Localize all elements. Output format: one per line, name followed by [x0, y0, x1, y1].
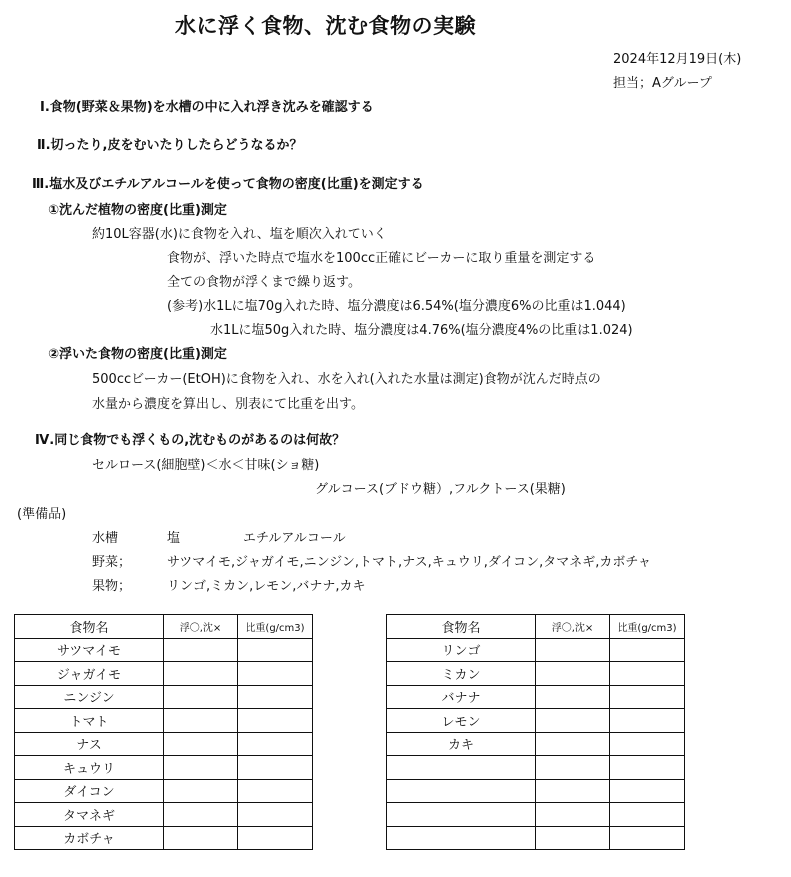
specific-gravity-cell[interactable] — [238, 685, 313, 709]
food-name-cell: バナナ — [387, 685, 536, 709]
equipment-item: エチルアルコール — [243, 531, 346, 546]
float-sink-cell[interactable] — [536, 709, 610, 733]
float-sink-cell[interactable] — [536, 826, 610, 850]
float-sink-cell[interactable] — [536, 638, 610, 662]
food-name-cell: トマト — [15, 709, 164, 733]
specific-gravity-cell[interactable] — [238, 803, 313, 827]
section-3-heading: Ⅲ.塩水及びエチルアルコールを使って食物の密度(比重)を測定する — [32, 177, 424, 192]
float-sink-cell[interactable] — [536, 779, 610, 803]
table-row — [15, 779, 313, 803]
section-3-2-line: 500ccビーカー(EtOH)に食物を入れ、水を入れ(入れた水量は測定)食物が沈んだ時点の — [92, 372, 601, 387]
date-text: 2024年12月19日(木) — [613, 52, 742, 67]
section-3-1-heading: ①沈んだ植物の密度(比重)測定 — [48, 203, 227, 218]
food-name-cell: タマネギ — [15, 803, 164, 827]
float-sink-cell[interactable] — [164, 826, 238, 850]
table-row — [15, 685, 313, 709]
float-sink-header: 浮〇,沈× — [536, 615, 610, 639]
specific-gravity-cell[interactable] — [610, 732, 685, 756]
table-row — [15, 662, 313, 686]
float-sink-cell[interactable] — [164, 685, 238, 709]
section-3-2-heading: ②浮いた食物の密度(比重)測定 — [48, 347, 227, 362]
table-row — [15, 709, 313, 733]
table-row — [387, 803, 685, 827]
equipment-item: 塩 — [167, 531, 181, 546]
float-sink-cell[interactable] — [164, 709, 238, 733]
table-row — [15, 638, 313, 662]
table-row — [387, 685, 685, 709]
specific-gravity-cell[interactable] — [610, 709, 685, 733]
food-name-cell: ナス — [15, 732, 164, 756]
specific-gravity-cell[interactable] — [238, 732, 313, 756]
float-sink-cell[interactable] — [164, 638, 238, 662]
food-name-cell: ダイコン — [15, 779, 164, 803]
specific-gravity-cell[interactable] — [610, 826, 685, 850]
section-3-1-line: 食物が、浮いた時点で塩水を100cc正確にビーカーに取り重量を測定する — [167, 251, 596, 266]
fruit-results-table — [386, 614, 685, 850]
section-3-1-line: (参考)水1Lに塩70g入れた時、塩分濃度は6.54%(塩分濃度6%の比重は1.044) — [167, 299, 626, 314]
specific-gravity-cell[interactable] — [238, 709, 313, 733]
section-3-1-line: 約10L容器(水)に食物を入れ、塩を順次入れていく — [92, 227, 387, 242]
table-row — [15, 826, 313, 850]
specific-gravity-cell[interactable] — [610, 662, 685, 686]
food-name-header: 食物名 — [15, 615, 164, 639]
section-4-line: セルロース(細胞壁)＜水＜甘味(ショ糖) — [92, 458, 320, 473]
food-name-cell[interactable] — [387, 779, 536, 803]
food-name-cell: ミカン — [387, 662, 536, 686]
table-row — [387, 826, 685, 850]
specific-gravity-header: 比重(g/cm3) — [238, 615, 313, 639]
table-row — [15, 803, 313, 827]
vegetables-label: 野菜； — [92, 555, 132, 570]
specific-gravity-cell[interactable] — [238, 638, 313, 662]
float-sink-cell[interactable] — [536, 803, 610, 827]
float-sink-cell[interactable] — [164, 662, 238, 686]
fruits-label: 果物； — [92, 579, 132, 594]
float-sink-cell[interactable] — [536, 756, 610, 780]
float-sink-cell[interactable] — [164, 732, 238, 756]
food-name-cell[interactable] — [387, 826, 536, 850]
specific-gravity-cell[interactable] — [610, 779, 685, 803]
vegetables-list: サツマイモ,ジャガイモ,ニンジン,トマト,ナス,キュウリ,ダイコン,タマネギ,カボチャ — [167, 555, 652, 570]
food-name-cell[interactable] — [387, 756, 536, 780]
table-row — [387, 662, 685, 686]
food-name-cell: カボチャ — [15, 826, 164, 850]
section-3-1-line: 水1Lに塩50g入れた時、塩分濃度は4.76%(塩分濃度4%の比重は1.024) — [210, 323, 633, 338]
equipment-item: 水槽 — [92, 531, 119, 546]
specific-gravity-cell[interactable] — [610, 638, 685, 662]
specific-gravity-cell[interactable] — [610, 756, 685, 780]
preparation-heading: (準備品) — [17, 507, 67, 522]
responsible-text: 担当；Aグループ — [613, 76, 712, 91]
float-sink-cell[interactable] — [536, 732, 610, 756]
specific-gravity-cell[interactable] — [610, 685, 685, 709]
section-3-2-line: 水量から濃度を算出し、別表にて比重を出す。 — [92, 397, 364, 412]
float-sink-cell[interactable] — [164, 803, 238, 827]
food-name-cell: ジャガイモ — [15, 662, 164, 686]
table-row — [15, 732, 313, 756]
float-sink-header: 浮〇,沈× — [164, 615, 238, 639]
table-row — [387, 779, 685, 803]
float-sink-cell[interactable] — [536, 685, 610, 709]
specific-gravity-cell[interactable] — [610, 803, 685, 827]
section-2-heading: Ⅱ.切ったり,皮をむいたりしたらどうなるか？ — [37, 138, 303, 153]
food-name-header: 食物名 — [387, 615, 536, 639]
fruits-list: リンゴ,ミカン,レモン,バナナ,カキ — [167, 579, 366, 594]
section-4-line: グルコース(ブドウ糖）,フルクトース(果糖) — [315, 482, 566, 497]
table-header-row — [15, 615, 313, 639]
table-row — [15, 756, 313, 780]
food-name-cell: キュウリ — [15, 756, 164, 780]
float-sink-cell[interactable] — [536, 662, 610, 686]
food-name-cell: レモン — [387, 709, 536, 733]
float-sink-cell[interactable] — [164, 756, 238, 780]
table-header-row — [387, 615, 685, 639]
food-name-cell: ニンジン — [15, 685, 164, 709]
specific-gravity-cell[interactable] — [238, 826, 313, 850]
table-row — [387, 732, 685, 756]
section-1-heading: Ⅰ.食物(野菜＆果物)を水槽の中に入れ浮き沈みを確認する — [40, 100, 374, 115]
food-name-cell: サツマイモ — [15, 638, 164, 662]
specific-gravity-cell[interactable] — [238, 662, 313, 686]
section-4-heading: Ⅳ.同じ食物でも浮くもの,沈むものがあるのは何故？ — [35, 433, 346, 448]
specific-gravity-cell[interactable] — [238, 779, 313, 803]
vegetable-results-table — [14, 614, 313, 850]
table-row — [387, 638, 685, 662]
food-name-cell: カキ — [387, 732, 536, 756]
food-name-cell[interactable] — [387, 803, 536, 827]
specific-gravity-header: 比重(g/cm3) — [610, 615, 685, 639]
specific-gravity-cell[interactable] — [238, 756, 313, 780]
float-sink-cell[interactable] — [164, 779, 238, 803]
food-name-cell: リンゴ — [387, 638, 536, 662]
section-3-1-line: 全ての食物が浮くまで繰り返す。 — [167, 275, 361, 290]
table-row — [387, 756, 685, 780]
table-row — [387, 709, 685, 733]
page-title: 水に浮く食物、沈む食物の実験 — [175, 14, 476, 38]
